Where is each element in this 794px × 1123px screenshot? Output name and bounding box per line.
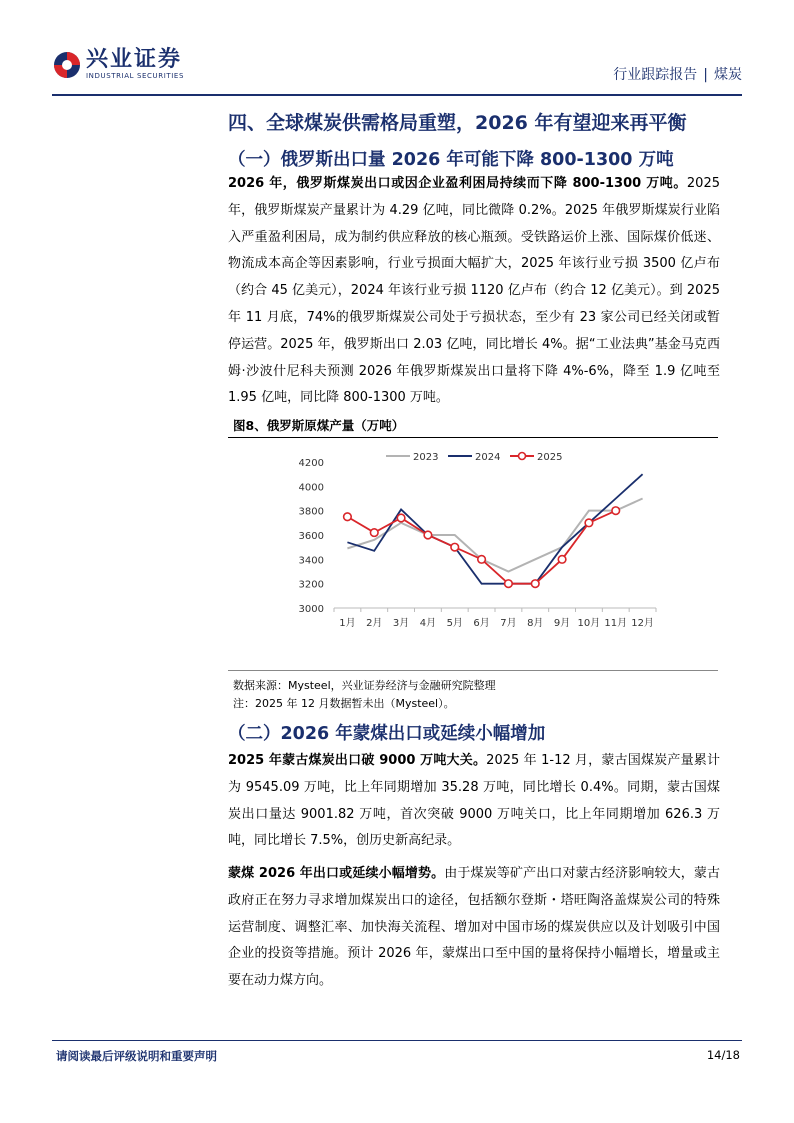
subsection-title-mongolia: （二）2026 年蒙煤出口或延续小幅增加 <box>228 724 546 744</box>
header-separator: | <box>703 67 708 83</box>
x-tick-label: 3月 <box>392 618 410 629</box>
y-tick-label: 3600 <box>298 531 324 542</box>
data-point-2025 <box>558 556 566 564</box>
russia-body-text: 2025 年，俄罗斯煤炭产量累计为 4.29 亿吨，同比微降 0.2%。2025 年俄罗斯煤炭行业陷入严重盈利困局，成为制约供应释放的核心瓶颈。受铁路运价上涨、国际煤价低迷、物流成本高企等因素影响，行业亏损面大幅扩大，2025 年该行业亏损 3500 亿卢布（约合 45 亿美元），2024 年该行业亏损 1120 亿卢布（约合 12 亿美元）。到 2025 年 11 月底，74%的俄罗斯煤炭公司处于亏损状态，至少有 23 家公司已经关闭或暂停运营。2025 年，俄罗斯出口 2.03 亿吨，同比增长 4%。据“工业法典”基金马克西姆·沙波什尼科夫预测 2026 年俄罗斯煤炭出口量将下降 4%-6%，降至 1.9 亿吨至 1.95 亿吨，同比降 800-1300 万吨。 <box>228 176 720 406</box>
x-tick-label: 9月 <box>553 618 571 629</box>
legend-marker-2025 <box>519 453 526 460</box>
company-logo <box>52 48 184 81</box>
y-tick-label: 4000 <box>298 482 324 494</box>
page-number: 14/18 <box>706 1048 740 1062</box>
footer-disclaimer-link[interactable]: 请阅读最后评级说明和重要声明 <box>56 1049 217 1063</box>
header-divider <box>52 94 742 96</box>
page-header <box>52 44 742 94</box>
x-tick-label: 5月 <box>446 618 463 629</box>
figure-top-rule <box>228 437 718 438</box>
y-tick-label: 3800 <box>298 506 324 518</box>
footer-divider <box>52 1040 742 1041</box>
figure-title: 图8、俄罗斯原煤产量（万吨） <box>233 418 405 433</box>
russia-paragraph <box>228 171 720 412</box>
data-point-2025 <box>478 556 486 564</box>
figure-bottom-rule <box>228 670 718 671</box>
data-point-2025 <box>585 519 593 527</box>
data-point-2025 <box>397 514 405 522</box>
section-title: 四、全球煤炭供需格局重塑，2026 年有望迎来再平衡 <box>228 112 687 134</box>
y-tick-label: 3200 <box>298 579 324 591</box>
legend-label-2025: 2025 <box>537 452 563 463</box>
report-type: 行业跟踪报告 <box>613 67 698 83</box>
data-point-2025 <box>612 507 620 515</box>
russia-coal-output-chart <box>228 440 718 668</box>
x-tick-label: 8月 <box>527 618 544 629</box>
data-point-2025 <box>344 513 352 521</box>
x-tick-label: 12月 <box>631 618 654 629</box>
data-point-2025 <box>424 531 432 539</box>
mongolia-paragraph-2 <box>228 861 720 995</box>
mongolia-paragraph-1 <box>228 748 720 855</box>
figure-note: 注：2025 年 12 月数据暂未出（Mysteel）。 <box>233 697 455 710</box>
mongolia-lead-1: 2025 年蒙古煤炭出口破 9000 万吨大关。 <box>228 753 487 768</box>
x-tick-label: 1月 <box>339 618 356 629</box>
x-tick-label: 6月 <box>473 618 490 629</box>
x-tick-label: 10月 <box>577 618 601 629</box>
x-tick-label: 4月 <box>419 618 437 629</box>
logo-english-name: INDUSTRIAL SECURITIES <box>86 72 184 80</box>
data-point-2025 <box>505 580 513 588</box>
logo-chinese-name: 兴业证券 <box>86 47 183 72</box>
mongolia-lead-2: 蒙煤 2026 年出口或延续小幅增势。 <box>228 866 445 881</box>
legend-label-2024: 2024 <box>475 452 501 463</box>
logo-emblem-icon <box>52 50 82 80</box>
y-tick-label: 3000 <box>298 604 324 615</box>
subsection-title-russia: （一）俄罗斯出口量 2026 年可能下降 800-1300 万吨 <box>228 150 674 170</box>
figure-source: 数据来源：Mysteel，兴业证券经济与金融研究院整理 <box>233 679 496 692</box>
data-point-2025 <box>531 580 539 588</box>
industry-name: 煤炭 <box>714 67 742 83</box>
series-line-2025 <box>347 511 615 584</box>
series-line-2023 <box>347 499 642 572</box>
data-point-2025 <box>370 529 378 537</box>
x-tick-label: 7月 <box>500 618 517 629</box>
legend-label-2023: 2023 <box>413 452 439 463</box>
russia-lead-sentence: 2026 年，俄罗斯煤炭出口或因企业盈利困局持续而下降 800-1300 万吨。 <box>228 176 687 191</box>
report-category <box>613 64 742 84</box>
mongolia-body-1: 2025 年 1-12 月，蒙古国煤炭产量累计为 9545.09 万吨，比上年同期增加 35.28 万吨，同比增长 0.4%。同期，蒙古国煤炭出口量达 9001.82 万吨，首次突破 9000 万吨关口，比上年同期增加 626.3 万吨，同比增长 7.5%，创历史新高纪录。 <box>228 753 720 849</box>
data-point-2025 <box>451 543 459 551</box>
y-tick-label: 3400 <box>298 555 324 567</box>
y-tick-label: 4200 <box>298 458 324 469</box>
x-tick-label: 2月 <box>366 618 383 629</box>
mongolia-body-2: 由于煤炭等矿产出口对蒙古经济影响较大，蒙古政府正在努力寻求增加煤炭出口的途径，包括额尔登斯・塔旺陶洛盖煤炭公司的特殊运营制度、调整汇率、加快海关流程、增加对中国市场的煤炭供应以及计划吸引中国企业的投资等措施。预计 2026 年，蒙煤出口至中国的量将保持小幅增长，增量或主要在动力煤方向。 <box>228 866 720 989</box>
x-tick-label: 11月 <box>604 618 628 629</box>
